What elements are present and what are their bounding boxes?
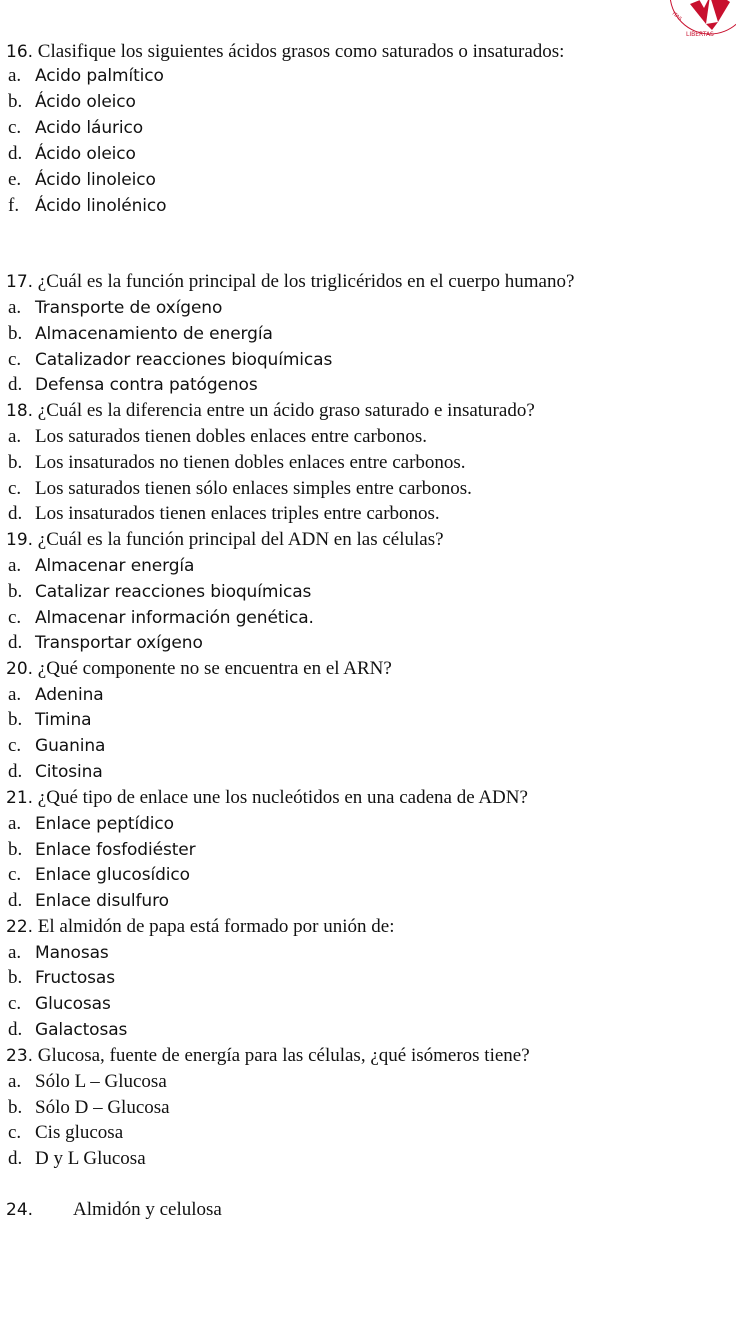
question-number: 17. (6, 272, 34, 292)
option-letter: a. (8, 813, 22, 834)
option-17d (8, 374, 258, 396)
option-22c (8, 993, 111, 1015)
option-letter: c. (8, 478, 22, 499)
question-number: 20. (6, 659, 34, 679)
question-number: 23. (6, 1046, 34, 1066)
option-text: Enlace disulfuro (35, 891, 169, 911)
university-seal-icon (660, 0, 736, 48)
option-letter: a. (8, 297, 22, 318)
option-text: Ácido oleico (35, 92, 136, 112)
option-20a (8, 684, 104, 706)
question-text: El almidón de papa está formado por unión de: (37, 916, 395, 937)
question-number: 22. (6, 917, 34, 937)
option-letter: a. (8, 555, 22, 576)
option-text: Timina (35, 710, 92, 730)
question-number: 24. (6, 1200, 34, 1220)
option-letter: a. (8, 65, 22, 86)
option-text: Los saturados tienen dobles enlaces entre carbonos. (35, 426, 428, 447)
option-20d (8, 761, 103, 783)
option-text: Transporte de oxígeno (35, 298, 223, 318)
option-text: Almacenar información genética. (35, 608, 314, 628)
option-23a (8, 1071, 167, 1093)
option-letter: c. (8, 607, 22, 628)
question-text: Clasifique los siguientes ácidos grasos como saturados o insaturados: (37, 41, 565, 62)
option-text: Catalizar reacciones bioquímicas (35, 582, 312, 602)
option-text: Los insaturados no tienen dobles enlaces entre carbonos. (35, 452, 466, 473)
option-20b (8, 709, 91, 731)
option-text: Enlace glucosídico (35, 865, 190, 885)
option-text: Defensa contra patógenos (35, 375, 258, 395)
option-text: Enlace peptídico (35, 814, 174, 834)
option-22d (8, 1019, 127, 1041)
option-text: Adenina (35, 685, 104, 705)
option-letter: d. (8, 1019, 23, 1040)
option-23c (8, 1122, 123, 1144)
option-20c (8, 735, 105, 757)
option-text: Almacenamiento de energía (35, 324, 273, 344)
option-16e (8, 169, 156, 191)
option-letter: d. (8, 632, 23, 653)
option-text: D y L Glucosa (35, 1148, 146, 1169)
option-18b (8, 452, 466, 474)
option-21a (8, 813, 174, 835)
option-19b (8, 581, 311, 603)
question-19 (6, 529, 444, 551)
option-text: Manosas (35, 943, 109, 963)
question-text: ¿Qué componente no se encuentra en el ARN? (37, 658, 392, 679)
option-text: Enlace fosfodiéster (35, 840, 196, 860)
option-letter: d. (8, 761, 23, 782)
question-24 (6, 1199, 222, 1221)
option-19c (8, 607, 314, 629)
question-number: 16. (6, 42, 34, 62)
option-text: Ácido oleico (35, 144, 136, 164)
question-23 (6, 1045, 530, 1067)
option-16a (8, 65, 164, 87)
option-letter: c. (8, 864, 22, 885)
option-22a (8, 942, 109, 964)
question-21 (6, 787, 528, 809)
option-17a (8, 297, 222, 319)
option-17c (8, 349, 332, 371)
option-letter: d. (8, 890, 23, 911)
question-17 (6, 271, 574, 293)
option-letter: b. (8, 1097, 23, 1118)
option-letter: c. (8, 993, 22, 1014)
option-letter: c. (8, 1122, 22, 1143)
option-22b (8, 967, 115, 989)
question-text: ¿Cuál es la diferencia entre un ácido graso saturado e insaturado? (37, 400, 535, 421)
option-16d (8, 143, 136, 165)
option-text: Transportar oxígeno (35, 633, 203, 653)
question-16 (6, 41, 564, 63)
svg-text:ITAS: ITAS (670, 10, 683, 23)
question-text: ¿Cuál es la función principal de los triglicéridos en el cuerpo humano? (37, 271, 575, 292)
question-number: 19. (6, 530, 34, 550)
option-18d (8, 503, 440, 525)
question-text: ¿Qué tipo de enlace une los nucleótidos en una cadena de ADN? (37, 787, 528, 808)
option-18a (8, 426, 427, 448)
option-letter: e. (8, 169, 22, 190)
option-text: Los saturados tienen sólo enlaces simples entre carbonos. (35, 478, 472, 499)
question-text: Glucosa, fuente de energía para las células, ¿qué isómeros tiene? (37, 1045, 530, 1066)
option-19a (8, 555, 194, 577)
option-21d (8, 890, 169, 912)
option-21c (8, 864, 190, 886)
seal-text: LIBERTAS (686, 31, 714, 38)
option-text: Ácido linoleico (35, 170, 156, 190)
option-letter: c. (8, 349, 22, 370)
option-letter: a. (8, 426, 22, 447)
option-letter: b. (8, 91, 23, 112)
option-text: Citosina (35, 762, 103, 782)
option-letter: d. (8, 143, 23, 164)
question-18 (6, 400, 535, 422)
option-17b (8, 323, 273, 345)
option-letter: b. (8, 452, 23, 473)
option-text: Guanina (35, 736, 106, 756)
question-22 (6, 916, 394, 938)
option-text: Galactosas (35, 1020, 128, 1040)
option-letter: a. (8, 684, 22, 705)
option-text: Ácido linolénico (35, 196, 167, 216)
option-letter: c. (8, 117, 22, 138)
option-16c (8, 117, 143, 139)
option-letter: a. (8, 942, 22, 963)
option-letter: b. (8, 581, 23, 602)
question-text: ¿Cuál es la función principal del ADN en las células? (37, 529, 444, 550)
option-letter: b. (8, 839, 23, 860)
option-letter: f. (8, 195, 20, 216)
option-text: Sólo D – Glucosa (35, 1097, 170, 1118)
option-text: Sólo L – Glucosa (35, 1071, 167, 1092)
question-number: 21. (6, 788, 34, 808)
option-text: Cis glucosa (35, 1122, 124, 1143)
option-letter: a. (8, 1071, 22, 1092)
question-text: Almidón y celulosa (73, 1199, 222, 1220)
option-18c (8, 478, 472, 500)
option-text: Acido palmítico (35, 66, 164, 86)
option-23d (8, 1148, 146, 1170)
option-text: Fructosas (35, 968, 115, 988)
option-23b (8, 1097, 170, 1119)
question-20 (6, 658, 392, 680)
option-text: Almacenar energía (35, 556, 195, 576)
option-16f (8, 195, 166, 217)
question-number: 18. (6, 401, 34, 421)
option-text: Los insaturados tienen enlaces triples entre carbonos. (35, 503, 440, 524)
option-19d (8, 632, 203, 654)
option-text: Acido láurico (35, 118, 144, 138)
option-text: Catalizador reacciones bioquímicas (35, 350, 333, 370)
option-letter: b. (8, 323, 23, 344)
option-text: Glucosas (35, 994, 111, 1014)
option-letter: d. (8, 1148, 23, 1169)
option-21b (8, 839, 196, 861)
option-letter: b. (8, 709, 23, 730)
option-letter: b. (8, 967, 23, 988)
option-letter: c. (8, 735, 22, 756)
option-letter: d. (8, 503, 23, 524)
option-16b (8, 91, 136, 113)
option-letter: d. (8, 374, 23, 395)
